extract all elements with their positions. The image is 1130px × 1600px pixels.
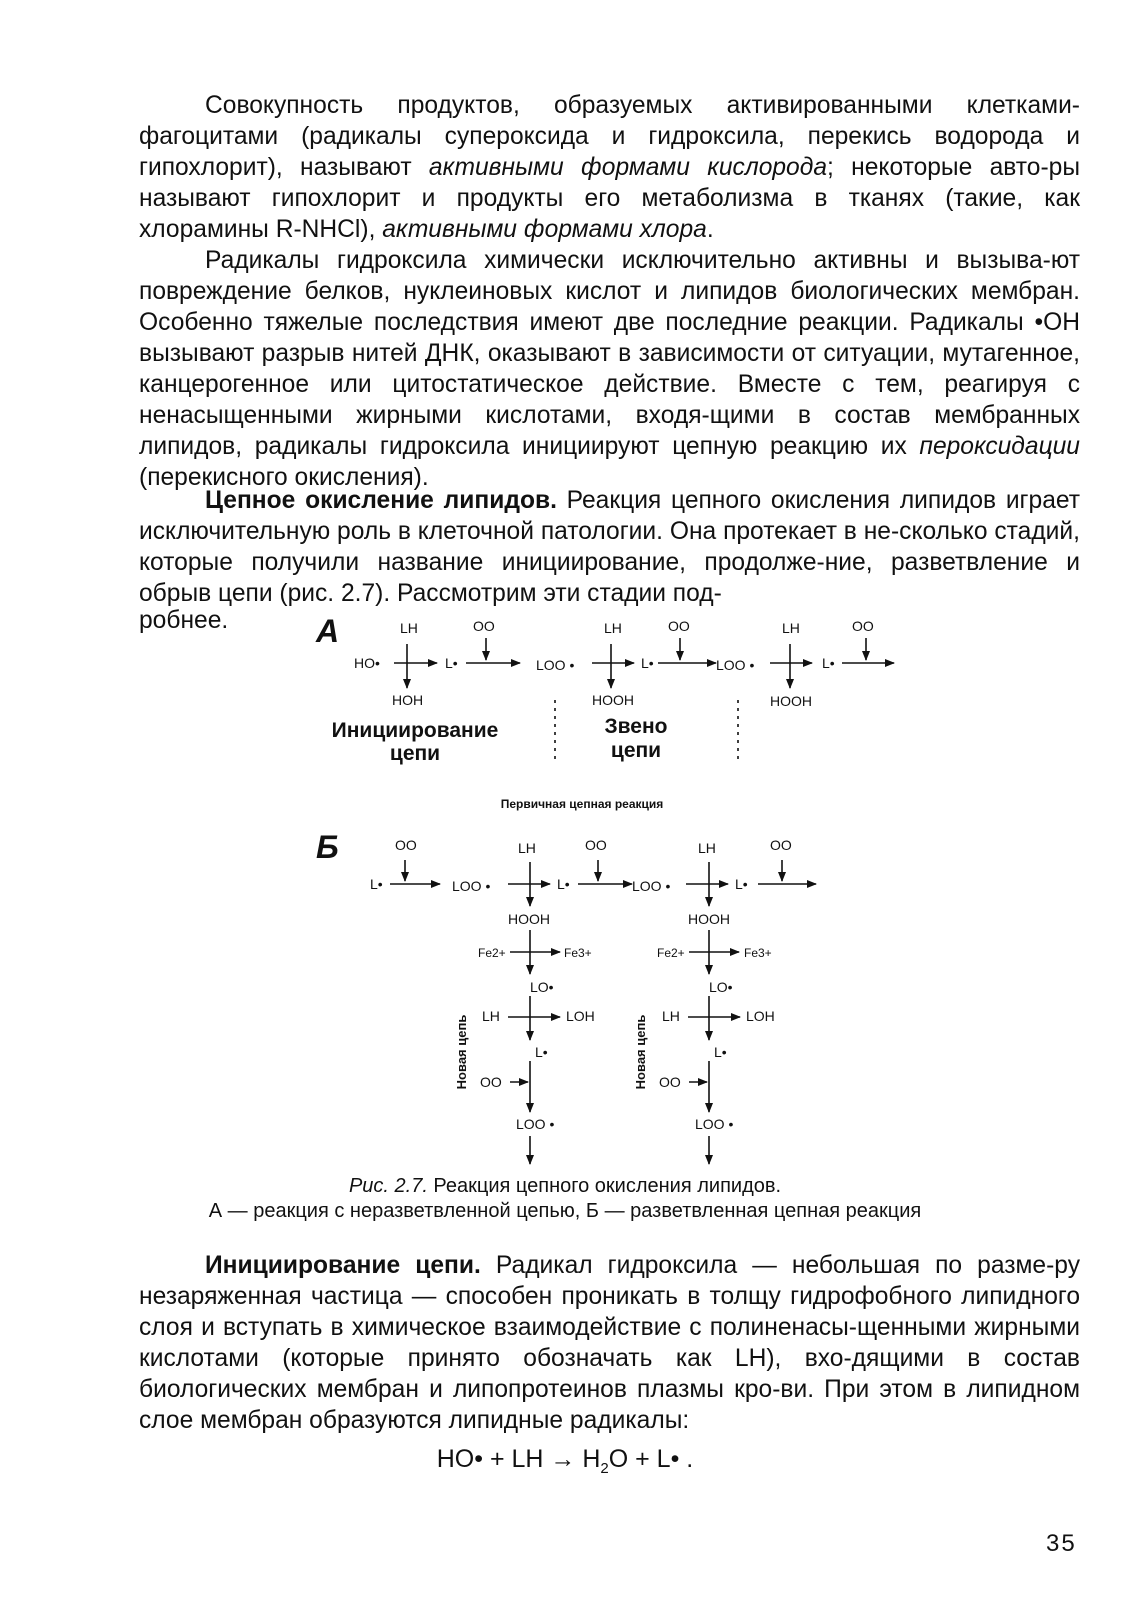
diagram-label: L• [822, 655, 835, 671]
figure-2-7-diagram [0, 600, 1130, 1175]
diagram-label: LOO • [452, 878, 491, 894]
diagram-label: HOOH [770, 693, 812, 709]
chain-link-label: Звено [604, 715, 668, 738]
diagram-label: L• [714, 1044, 727, 1060]
diagram-label: Fe3+ [564, 946, 592, 960]
section-heading-chain-initiation: Инициирование цепи. [205, 1252, 481, 1279]
diagram-label: LOO • [632, 878, 671, 894]
paragraph-1: Совокупность продуктов, образуемых активированными клетками-фагоцитами (радикалы супероксида и гидроксила, перекись водорода и гипохлорит), называют активными формами кислорода; некоторые авто-ры называют гипохлорит и продукты его метаболизма в тканях (такие, как хлорамины R-NHCl), активными формами хлора. [139, 92, 1080, 243]
paragraph-3: Цепное окисление липидов. Реакция цепного окисления липидов играет исключительную роль в клеточной патологии. Она протекает в не-сколько стадий, которые получили название инициирование, продолже-ние, разветвление и обрыв цепи (рис. 2.7). Рассмотрим эти стадии под- [139, 487, 1081, 607]
section-heading-chain-oxidation: Цепное окисление липидов. [205, 487, 557, 514]
diagram-label: OO [473, 618, 495, 634]
diagram-label: L• [557, 876, 570, 892]
new-chain-label-1: Новая цепь [454, 1014, 469, 1090]
diagram-label: LH [518, 840, 536, 856]
diagram-label: LOO • [516, 1116, 555, 1132]
paragraph-4: Инициирование цепи. Радикал гидроксила — небольшая по разме-ру незаряженная частица — способен проникать в толщу гидрофобного липидного слоя и вступать в химическое взаимодействие с полиненасы-щенными жирными кислотами (которые принято обозначать как LH), вхо-дящими в состав биологических мембран и липопротеинов плазмы кро-ви. При этом в липидном слое мембран образуются липидные радикалы: [139, 1252, 1080, 1434]
diagram-label: L• [370, 876, 383, 892]
diagram-label: цепи [389, 742, 441, 765]
diagram-label: LH [782, 620, 800, 636]
diagram-label: OO [659, 1074, 681, 1090]
diagram-label: цепи [610, 739, 662, 762]
diagram-label: LOO • [716, 657, 755, 673]
diagram-label: LOO • [695, 1116, 734, 1132]
initiation-label: Инициирование [331, 719, 499, 742]
figure-caption: Рис. 2.7. Реакция цепного окисления липидов. [348, 1175, 782, 1197]
panel-a-label: А [316, 613, 340, 649]
diagram-label: L• [445, 655, 458, 671]
new-chain-label-2: Новая цепь [633, 1014, 648, 1090]
diagram-label: LH [662, 1008, 680, 1024]
diagram-label: HO• [354, 655, 380, 671]
diagram-label: L• [641, 655, 654, 671]
diagram-label: LH [698, 840, 716, 856]
equation: HO• + LH → $H_2O$ + L• . [436, 1445, 694, 1477]
paragraph-2: Радикалы гидроксила химически исключительно активны и вызыва-ют повреждение белков, нуклеиновых кислот и липидов биологических мембран. Особенно тяжелые последствия имеют две последние реакции. Радикалы •ОН вызывают разрыв нитей ДНК, оказывают в зависимости от ситуации, мутагенное, канцерогенное или цитостатическое действие. Вместе с тем, реагируя с ненасыщенными жирными кислотами, входя-щими в состав мембранных липидов, радикалы гидроксила инициируют цепную реакцию их пероксидации (перекисного окисления). [139, 247, 1080, 491]
diagram-label: LO• [709, 979, 733, 995]
primary-chain-reaction-label: Первичная цепная реакция [500, 797, 664, 811]
diagram-label: LOO • [536, 657, 575, 673]
diagram-label: Fe2+ [657, 946, 685, 960]
diagram-label: OO [395, 837, 417, 853]
diagram-label: LO• [530, 979, 554, 995]
diagram-label: LH [604, 620, 622, 636]
diagram-label: Fe3+ [744, 946, 772, 960]
figure-caption-line-2: А — реакция с неразветвленной цепью, Б — разветвленная цепная реакция [208, 1200, 922, 1222]
diagram-label: OO [585, 837, 607, 853]
diagram-label: OO [668, 618, 690, 634]
diagram-label: HOOH [508, 911, 550, 927]
diagram-label: Fe2+ [478, 946, 506, 960]
diagram-label: LH [482, 1008, 500, 1024]
diagram-label: HOOH [688, 911, 730, 927]
diagram-label: OO [480, 1074, 502, 1090]
diagram-label: OO [852, 618, 874, 634]
diagram-label: OO [770, 837, 792, 853]
panel-b-label: Б [316, 829, 339, 865]
diagram-label: HOH [392, 692, 424, 708]
diagram-label: L• [735, 876, 748, 892]
diagram-label: LOH [746, 1008, 775, 1024]
paragraph-3-last-word: робнее. [139, 607, 229, 634]
diagram-label: LH [400, 620, 418, 636]
diagram-label: L• [535, 1044, 548, 1060]
diagram-label: LOH [566, 1008, 595, 1024]
page-number: 35 [1046, 1530, 1077, 1557]
diagram-label: HOOH [592, 692, 634, 708]
